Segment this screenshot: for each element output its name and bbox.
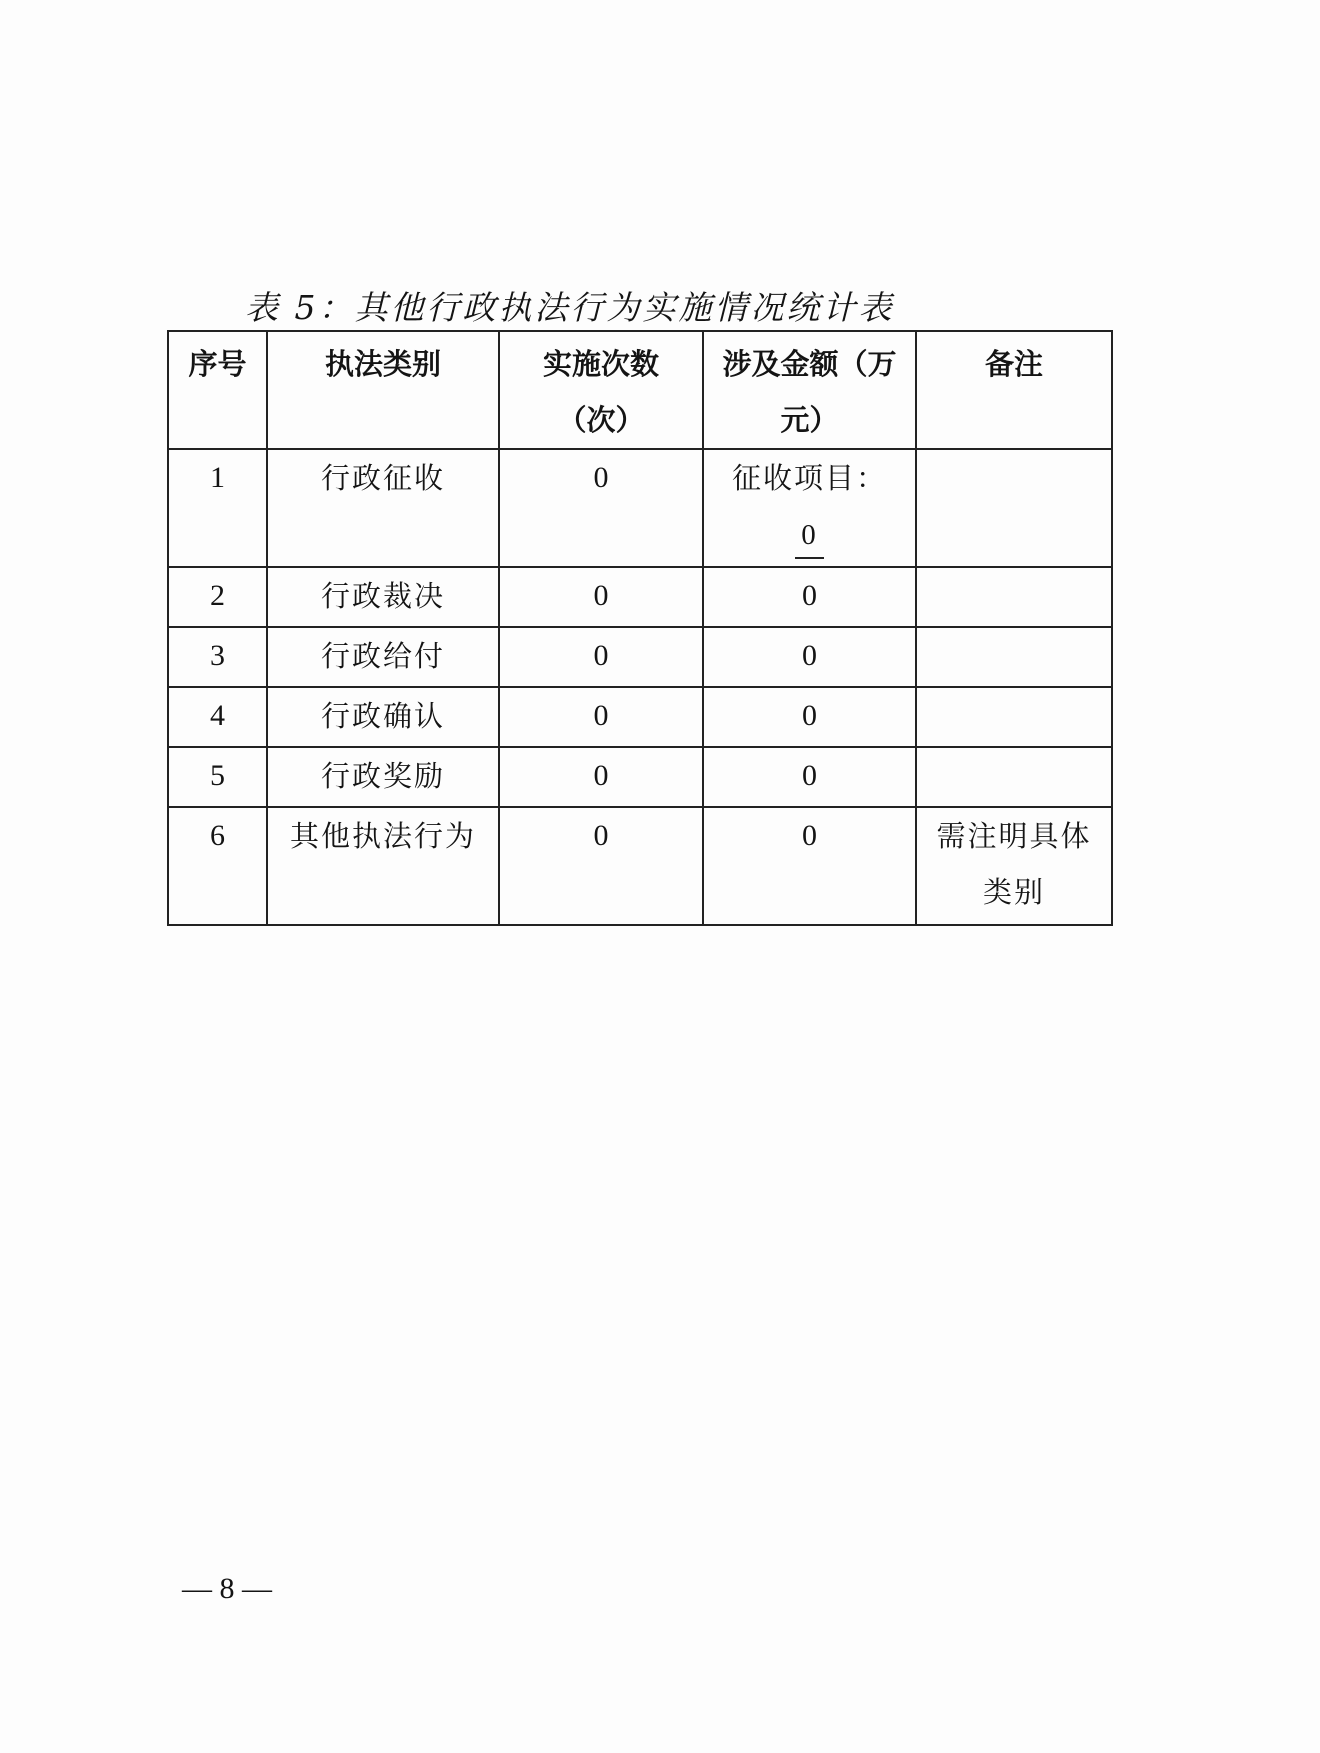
cell-category: 行政奖励	[267, 747, 499, 807]
cell-count: 0	[499, 747, 703, 807]
table-row	[168, 747, 1112, 807]
cell-remarks	[916, 449, 1112, 567]
cell-serial-number: 4	[168, 687, 267, 747]
cell-category: 行政确认	[267, 687, 499, 747]
cell-count: 0	[499, 627, 703, 687]
cell-category: 行政征收	[267, 449, 499, 567]
table-header-row	[168, 331, 1112, 449]
cell-count: 0	[499, 687, 703, 747]
cell-serial-number: 2	[168, 567, 267, 627]
collection-item-label: 征收项目：	[731, 461, 887, 495]
cell-amount: 0	[703, 807, 916, 925]
cell-serial-number: 3	[168, 627, 267, 687]
header-enforcement-category: 执法类别	[267, 331, 499, 449]
cell-remarks: 需注明具体 类别	[916, 807, 1112, 925]
cell-category: 行政裁决	[267, 567, 499, 627]
header-implementation-count: 实施次数 （次）	[499, 331, 703, 449]
cell-amount: 0	[703, 567, 916, 627]
cell-count: 0	[499, 449, 703, 567]
page-number: — 8 —	[182, 1572, 272, 1605]
cell-remarks	[916, 567, 1112, 627]
cell-amount: 0	[703, 627, 916, 687]
table-row	[168, 807, 1112, 925]
table-row	[168, 627, 1112, 687]
header-serial-number: 序号	[168, 331, 267, 449]
cell-serial-number: 6	[168, 807, 267, 925]
cell-remarks	[916, 627, 1112, 687]
table-row	[168, 567, 1112, 627]
cell-amount: 0	[703, 687, 916, 747]
cell-remarks	[916, 687, 1112, 747]
cell-category: 其他执法行为	[267, 807, 499, 925]
cell-amount: 0	[703, 747, 916, 807]
cell-serial-number: 1	[168, 449, 267, 567]
table-row	[168, 687, 1112, 747]
collection-item-value: 0	[795, 513, 824, 559]
header-amount-involved: 涉及金额（万 元）	[703, 331, 916, 449]
cell-count: 0	[499, 567, 703, 627]
cell-remarks	[916, 747, 1112, 807]
table-caption: 表 5：其他行政执法行为实施情况统计表	[245, 288, 895, 327]
header-remarks: 备注	[916, 331, 1112, 449]
cell-amount	[703, 449, 916, 567]
table-row	[168, 449, 1112, 567]
enforcement-statistics-table	[167, 330, 1113, 926]
cell-serial-number: 5	[168, 747, 267, 807]
cell-count: 0	[499, 807, 703, 925]
cell-category: 行政给付	[267, 627, 499, 687]
